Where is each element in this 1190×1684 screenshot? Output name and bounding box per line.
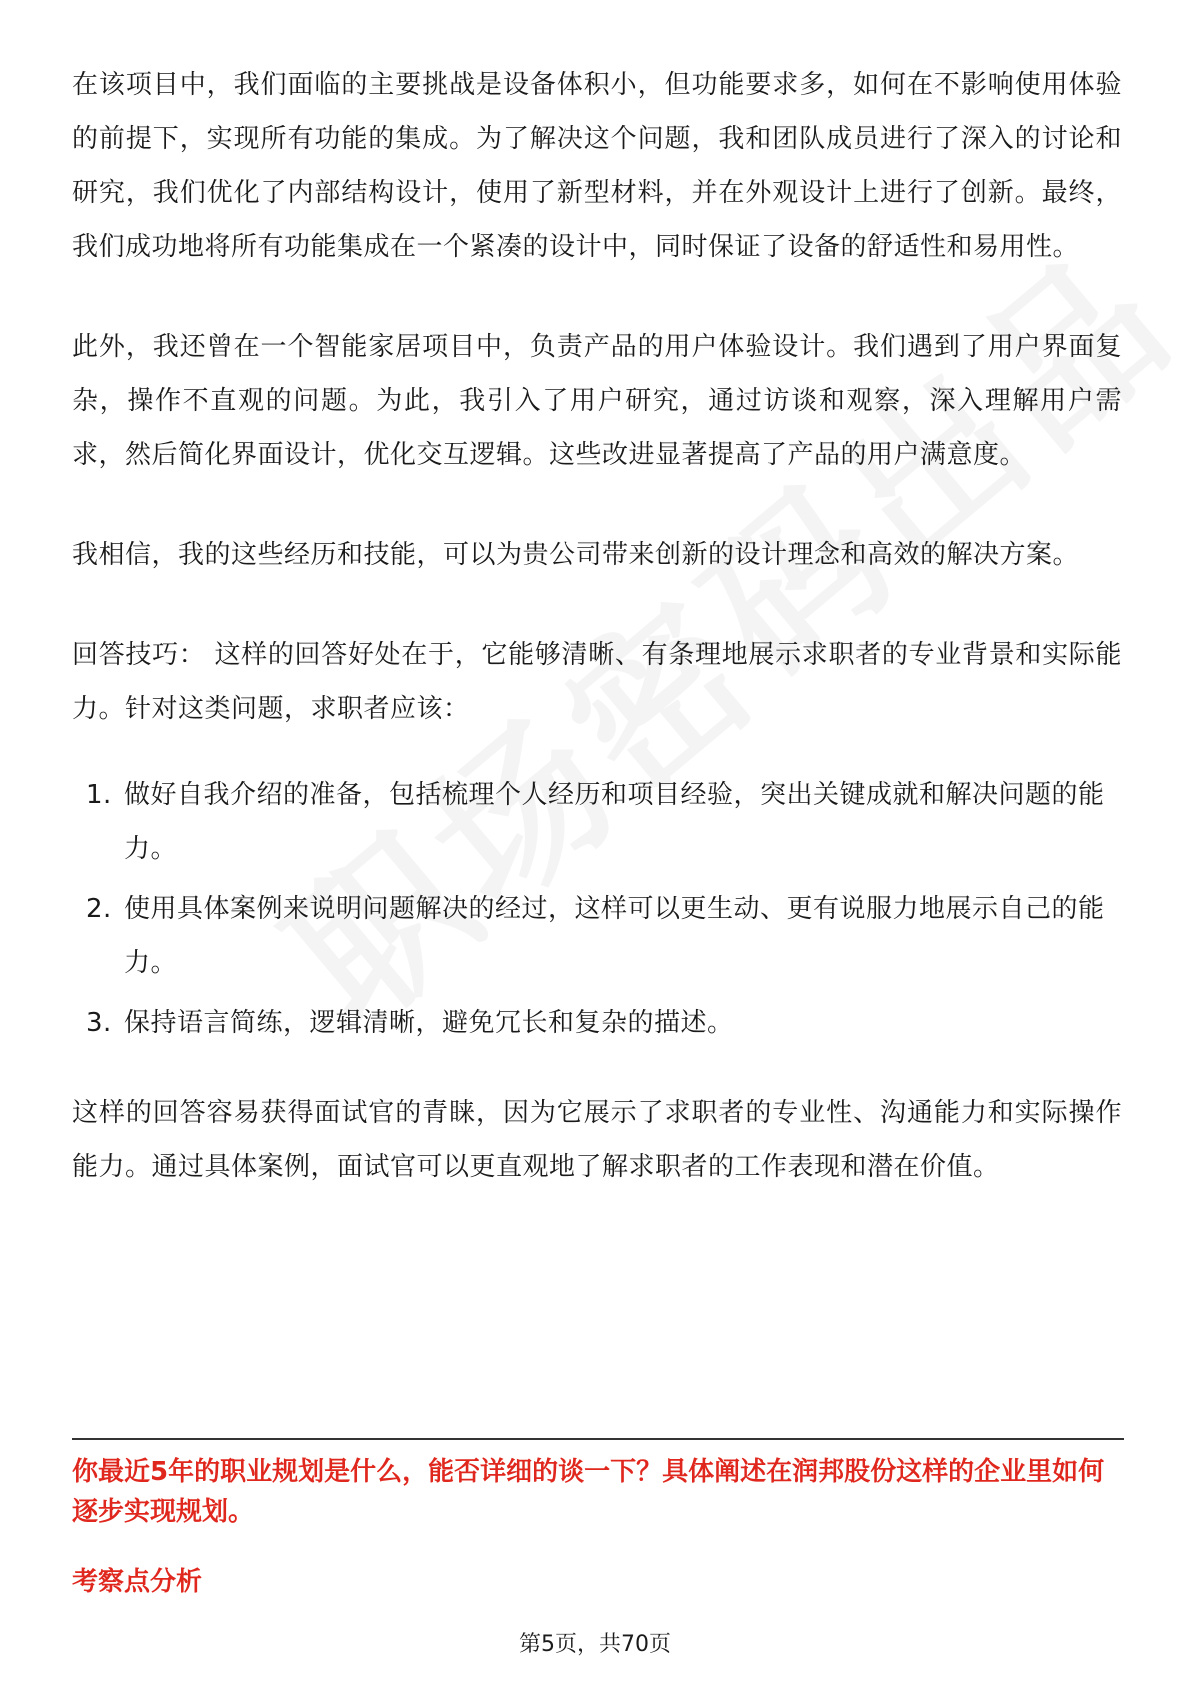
paragraph-smart-home: 此外，我还曾在一个智能家居项目中，负责产品的用户体验设计。我们遇到了用户界面复杂，操作不直观的问题。为此，我引入了用户研究，通过访谈和观察，深入理解用户需求，然后简化界面设计，优化交互逻辑。这些改进显著提高了产品的用户满意度。 [72, 332, 1122, 470]
next-question-heading: 你最近5年的职业规划是什么，能否详细的谈一下？具体阐述在润邦股份这样的企业里如何逐步实现规划。 [72, 1457, 1105, 1527]
section-divider [72, 1438, 1124, 1440]
list-number: 1. [86, 780, 112, 810]
paragraph-belief: 我相信，我的这些经历和技能，可以为贵公司带来创新的设计理念和高效的解决方案。 [72, 540, 1080, 570]
list-item [72, 768, 1122, 876]
page-number: 第5页，共70页 [519, 1632, 671, 1657]
list-item-text: 保持语言简练，逻辑清晰，避免冗长和复杂的描述。 [124, 1008, 734, 1038]
section-title: 考察点分析 [72, 1567, 203, 1597]
list-item [72, 882, 1122, 990]
list-item-text: 做好自我介绍的准备，包括梳理个人经历和项目经验，突出关键成就和解决问题的能力。 [124, 780, 1105, 864]
list-item-text: 使用具体案例来说明问题解决的经过，这样可以更生动、更有说服力地展示自己的能力。 [124, 894, 1105, 978]
tips-list [72, 768, 1122, 1050]
paragraph-closing: 这样的回答容易获得面试官的青睐，因为它展示了求职者的专业性、沟通能力和实际操作能力。通过具体案例，面试官可以更直观地了解求职者的工作表现和潜在价值。 [72, 1098, 1122, 1182]
list-number: 2. [86, 894, 112, 924]
paragraph-project-challenge: 在该项目中，我们面临的主要挑战是设备体积小，但功能要求多，如何在不影响使用体验的前提下，实现所有功能的集成。为了解决这个问题，我和团队成员进行了深入的讨论和研究，我们优化了内部结构设计，使用了新型材料，并在外观设计上进行了创新。最终，我们成功地将所有功能集成在一个紧凑的设计中，同时保证了设备的舒适性和易用性。 [72, 70, 1122, 262]
paragraph-answer-tips: 回答技巧： 这样的回答好处在于，它能够清晰、有条理地展示求职者的专业背景和实际能力。针对这类问题，求职者应该： [72, 640, 1122, 724]
main-content [72, 58, 1122, 1240]
list-item [72, 996, 1122, 1050]
list-number: 3. [86, 1008, 112, 1038]
